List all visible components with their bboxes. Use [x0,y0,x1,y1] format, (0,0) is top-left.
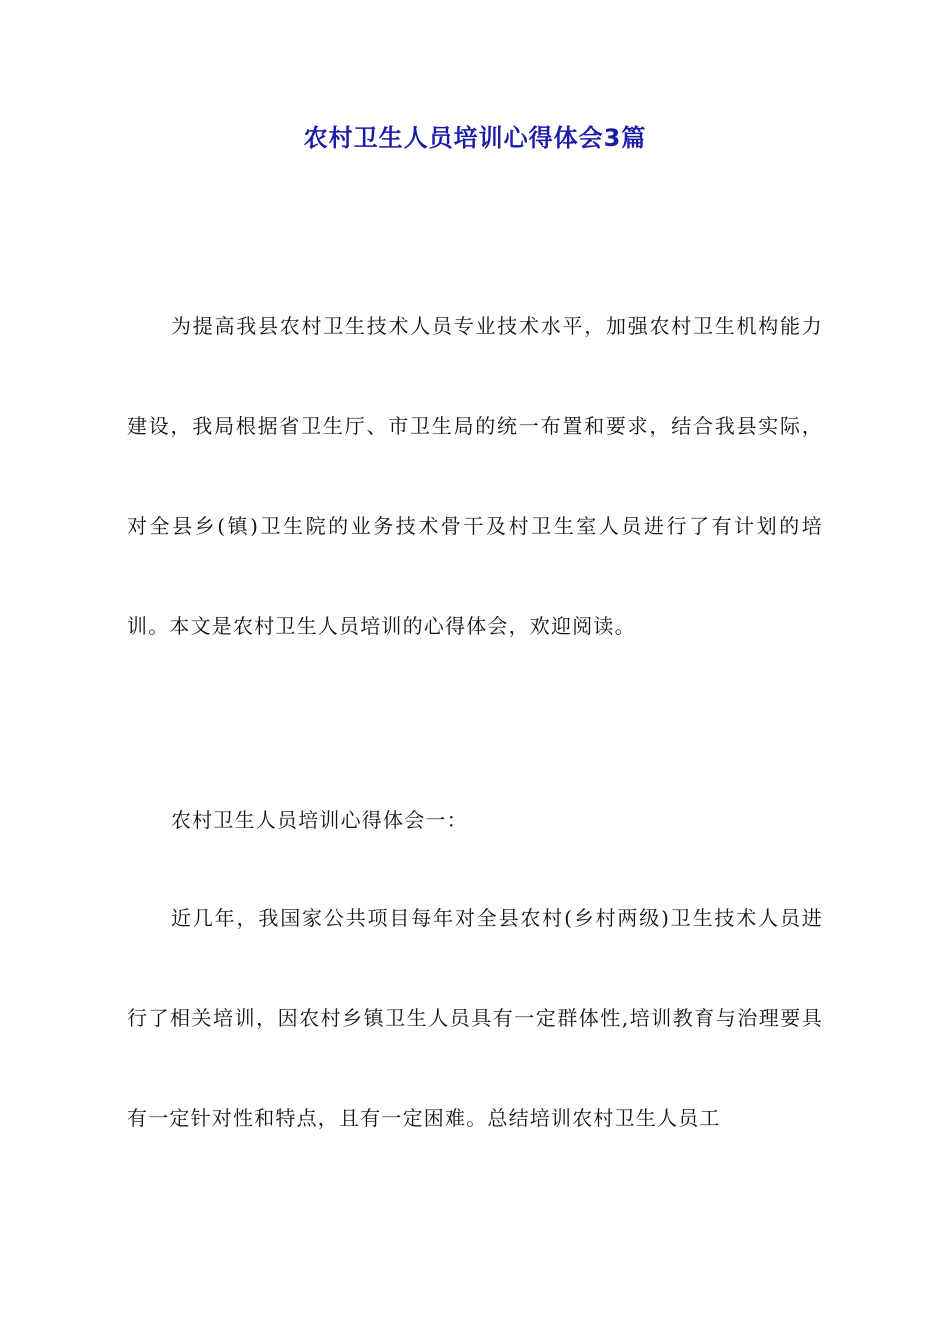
intro-paragraph: 为提高我县农村卫生技术人员专业技术水平，加强农村卫生机构能力建设，我局根据省卫生厅、市卫生局的统一布置和要求，结合我县实际，对全县乡(镇)卫生院的业务技术骨干及村卫生室人员进行了有计划的培训。本文是农村卫生人员培训的心得体会，欢迎阅读。 [127,314,823,638]
section-heading-one: 农村卫生人员培训心得体会一： [171,808,468,832]
document-title: 农村卫生人员培训心得体会3篇 [303,124,647,152]
body-paragraph: 近几年，我国家公共项目每年对全县农村(乡村两级)卫生技术人员进行了相关培训，因农村乡镇卫生人员具有一定群体性,培训教育与治理要具有一定针对性和特点，且有一定困难。总结培训农村卫生人员工 [127,906,823,1130]
